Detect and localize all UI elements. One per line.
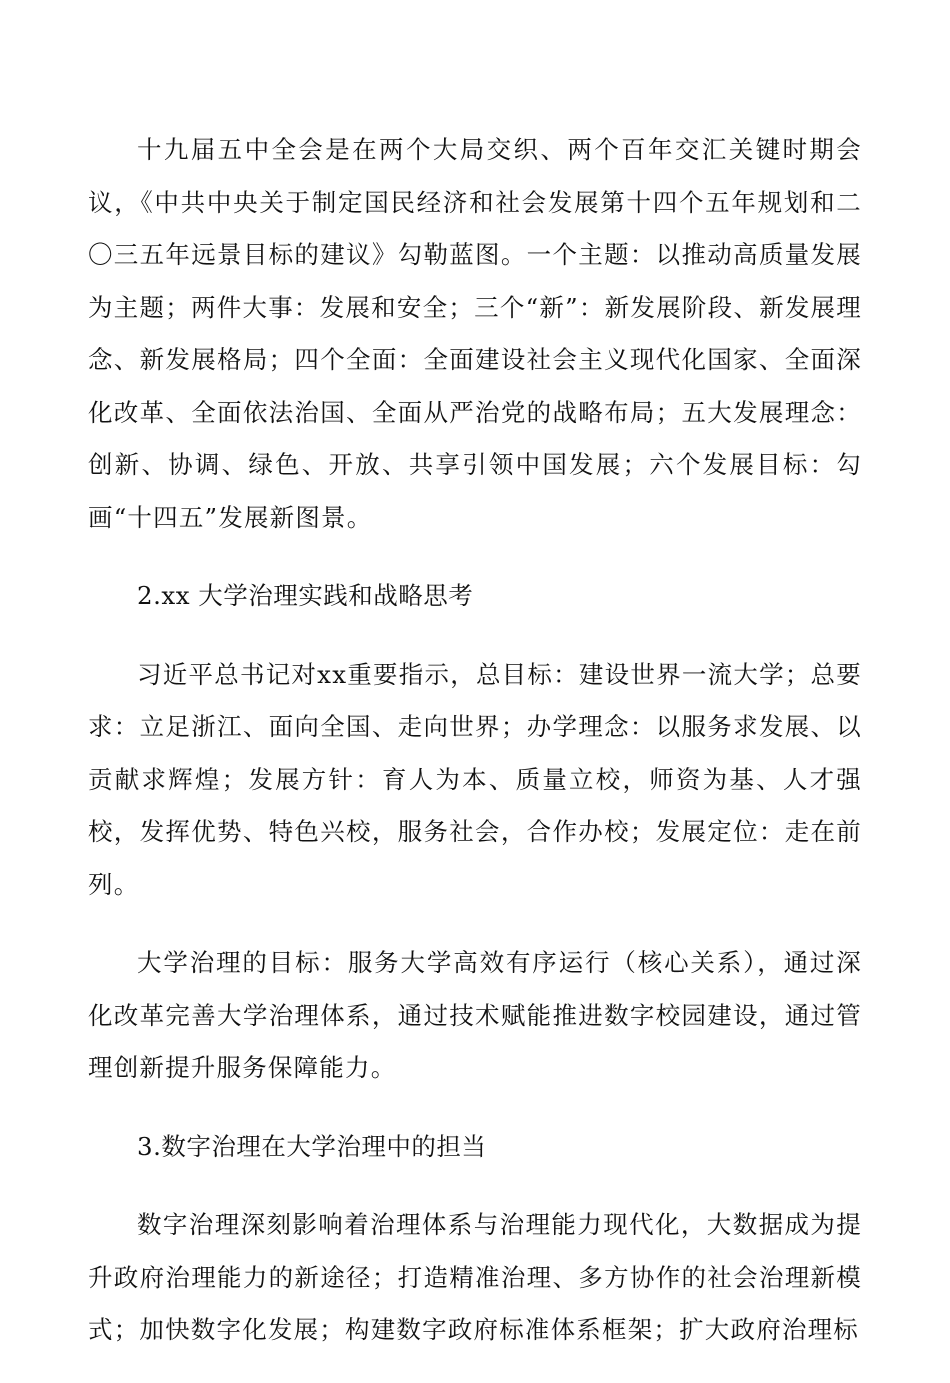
paragraph-instructions-goals: 习近平总书记对xx重要指示，总目标：建设世界一流大学；总要求：立足浙江、面向全国、走向世界；办学理念：以服务求发展、以贡献求辉煌；发展方针：育人为本、质量立校，师资为基、人才强校，发挥优势、特色兴校，服务社会，合作办校；发展定位：走在前列。 [88,659,862,899]
paragraph-digital-governance: 数字治理深刻影响着治理体系与治理能力现代化，大数据成为提升政府治理能力的新途径；打造精准治理、多方协作的社会治理新模式；加快数字化发展；构建数字政府标准体系框架；扩大政府治理标 [88,1210,862,1344]
section-heading-university-governance: 2.xx 大学治理实践和战略思考 [137,581,474,610]
document-page [88,124,862,1383]
section-heading-digital-governance: 3.数字治理在大学治理中的担当 [137,1131,487,1161]
paragraph-fifth-plenum: 十九届五中全会是在两个大局交织、两个百年交汇关键时期会议，《中共中央关于制定国民经济和社会发展第十四个五年规划和二〇三五年远景目标的建议》勾勒蓝图。一个主题：以推动高质量发展为主题；两件大事：发展和安全；三个“新”：新发展阶段、新发展理念、新发展格局；四个全面：全面建设社会主义现代化国家、全面深化改革、全面依法治国、全面从严治党的战略布局；五大发展理念：创新、协调、绿色、开放、共享引领中国发展；六个发展目标：勾画“十四五”发展新图景。 [88,135,862,532]
paragraph-governance-targets: 大学治理的目标：服务大学高效有序运行（核心关系），通过深化改革完善大学治理体系，通过技术赋能推进数字校园建设，通过管理创新提升服务保障能力。 [88,948,862,1082]
